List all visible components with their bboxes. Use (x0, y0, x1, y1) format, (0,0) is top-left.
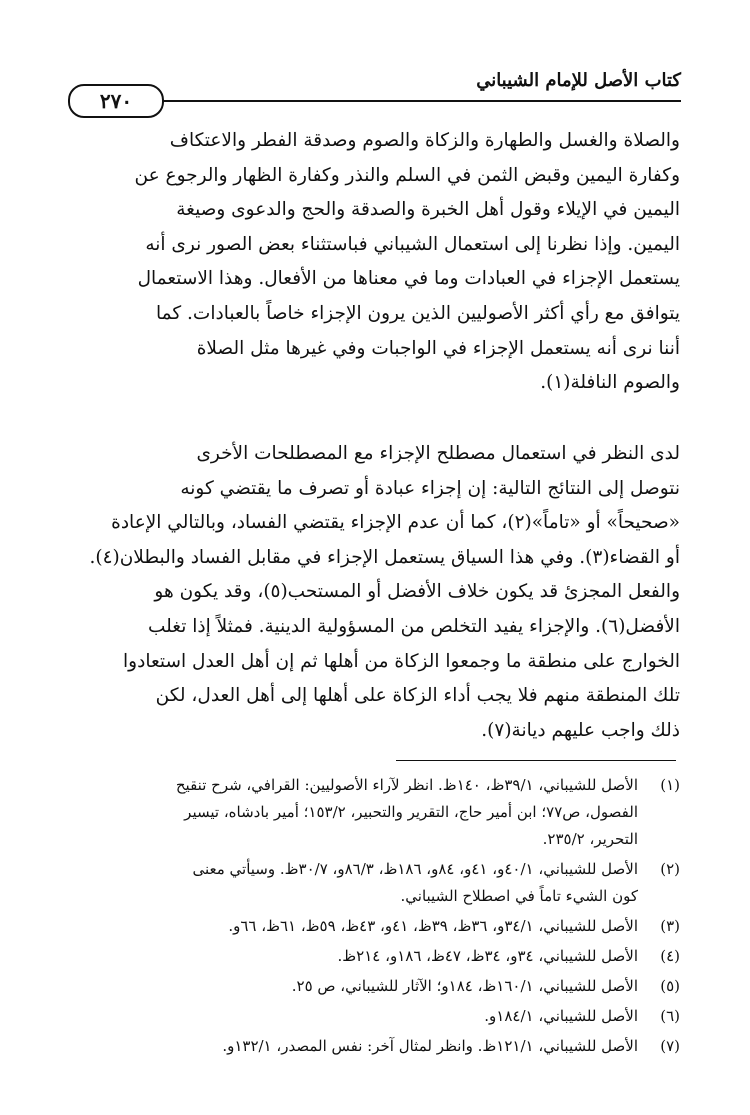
footnote-text (72, 943, 638, 970)
footnote-line: الأصل للشيباني، ٣٩/١ظ، ١٤٠ظ. انظر لآراء الأصوليين: القرافي، شرح تنقيح (175, 776, 638, 794)
text-line: يتوافق مع رأي أكثر الأصوليين الذين يرون الإجزاء خاصاً بالعبادات. كما (156, 302, 680, 324)
footnote-text (72, 1003, 638, 1030)
text-line: لدى النظر في استعمال مصطلح الإجزاء مع المصطلحات الأخرى (196, 443, 680, 464)
text-line: «صحيحاً» أو «تاماً»(٢)، كما أن عدم الإجزاء يقتضي الفساد، وبالتالي الإعادة (111, 512, 680, 534)
text-line: والصوم النافلة(١). (540, 372, 680, 394)
book-title: كتاب الأصل للإمام الشيباني (468, 70, 681, 91)
text-line: اليمين في الإيلاء وقول أهل الخبرة والصدقة والحج والدعوى وصيغة (176, 199, 680, 221)
text-line: نتوصل إلى النتائج التالية: إن إجزاء عبادة أو تصرف ما يقتضي كونه (180, 477, 680, 499)
text-line: اليمين. وإذا نظرنا إلى استعمال الشيباني فباستثناء بعض الصور نرى أنه (145, 233, 680, 255)
footnote-3 (72, 913, 680, 940)
footnote-5 (72, 973, 680, 1000)
footnote-line: الأصل للشيباني، ١٨٤/١و. (484, 1007, 638, 1025)
footnote-line: الأصل للشيباني، ١٦٠/١ظ، ١٨٤و؛ الآثار للشيباني، ص ٢٥. (291, 977, 638, 995)
footnote-text (72, 1033, 638, 1060)
footnote-text (72, 973, 638, 1000)
footnote-4 (72, 943, 680, 970)
page-header (68, 70, 681, 116)
footnote-line: الأصل للشيباني، ٣٤و، ٣٤ظ، ٤٧ظ، ١٨٦و، ٢١٤ظ. (337, 947, 638, 965)
footnote-line: كون الشيء تاماً في اصطلاح الشيباني. (400, 887, 638, 905)
text-line: وكفارة اليمين وقبض الثمن في السلم والنذر وكفارة الظهار والرجوع عن (134, 164, 680, 186)
text-line: والفعل المجزئ قد يكون خلاف الأفضل أو المستحب(٥)، وقد يكون هو (154, 581, 680, 603)
paragraph-2 (72, 437, 680, 748)
footnote-text (72, 772, 638, 853)
footnote-number: (٦) (660, 1007, 680, 1025)
text-line: يستعمل الإجزاء في العبادات وما في معناها من الأفعال. وهذا الاستعمال (137, 268, 680, 290)
footnote-number: (٢) (660, 860, 680, 878)
footnote-7 (72, 1033, 680, 1060)
footnote-line: التحرير، ٢٣٥/٢. (542, 830, 638, 848)
text-line: الخوارج على منطقة ما وجمعوا الزكاة من أهلها ثم إن أهل العدل استعادوا (123, 650, 680, 672)
footnote-number: (٣) (660, 917, 680, 935)
text-line: والصلاة والغسل والطهارة والزكاة والصوم وصدقة الفطر والاعتكاف (169, 130, 680, 151)
text-line: تلك المنطقة منهم فلا يجب أداء الزكاة على أهلها إلى أهل العدل، لكن (155, 685, 680, 707)
footnote-text (72, 913, 638, 940)
footnote-number: (٥) (660, 977, 680, 995)
footnote-1 (72, 772, 680, 853)
footnote-line: الأصل للشيباني، ١٢١/١ظ. وانظر لمثال آخر: نفس المصدر، ١٣٢/١و. (222, 1037, 638, 1055)
paragraph-1 (72, 124, 680, 401)
text-line: أو القضاء(٣). وفي هذا السياق يستعمل الإجزاء في مقابل الفساد والبطلان(٤). (89, 546, 680, 568)
text-line: الأفضل(٦). والإجزاء يفيد التخلص من المسؤولية الدينية. فمثلاً إذا تغلب (147, 615, 680, 637)
footnote-line: الأصل للشيباني، ٤٠/١و، ٤١و، ٨٤و، ١٨٦ظ، ٨٦/٣و، ٣٠/٧ظ. وسيأتي معنى (192, 860, 638, 878)
footnote-text (72, 856, 638, 910)
footnote-line: الأصل للشيباني، ٣٤/١و، ٣٦ظ، ٣٩ظ، ٤١و، ٤٣ظ، ٥٩ظ، ٦١ظ، ٦٦و. (228, 917, 638, 935)
footnote-number: (١) (660, 776, 680, 794)
page-number: ٢٧٠ (68, 84, 164, 118)
footnote-line: الفصول، ص٧٧؛ ابن أمير حاج، التقرير والتحبير، ١٥٣/٢؛ أمير بادشاه، تيسير (184, 803, 638, 821)
footnote-number: (٧) (660, 1037, 680, 1055)
text-line: ذلك واجب عليهم ديانة(٧). (481, 719, 680, 741)
text-line: أننا نرى أنه يستعمل الإجزاء في الواجبات وفي غيرها مثل الصلاة (196, 337, 680, 359)
footnote-2 (72, 856, 680, 910)
footnote-6 (72, 1003, 680, 1030)
footnotes (72, 772, 680, 1060)
footnote-separator (396, 760, 676, 761)
footnote-number: (٤) (660, 947, 680, 965)
